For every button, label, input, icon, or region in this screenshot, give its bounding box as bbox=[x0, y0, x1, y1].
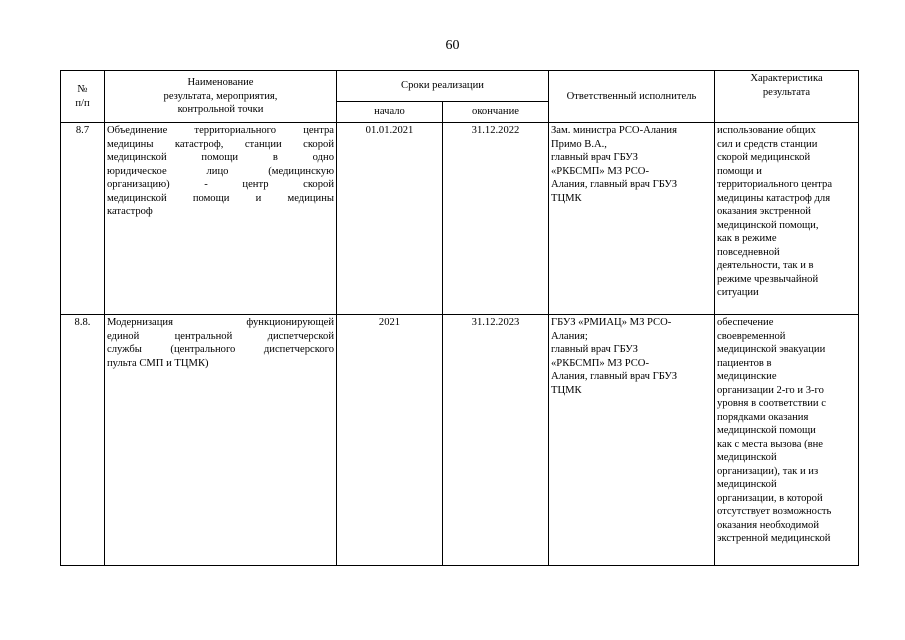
row-start-date: 2021 bbox=[337, 315, 443, 566]
header-number bbox=[61, 71, 105, 123]
row-name-line: Объединение территориального центра bbox=[107, 125, 334, 136]
row-start-date: 01.01.2021 bbox=[337, 123, 443, 315]
row-executor-line: главный врач ГБУЗ bbox=[551, 344, 638, 355]
row-result-line: помощи и bbox=[717, 165, 762, 177]
row-result-line: деятельности, так и в bbox=[717, 260, 814, 271]
row-result-line: организации 2-го и 3-го bbox=[717, 384, 824, 396]
row-name-line: организацию) - центр скорой bbox=[107, 179, 334, 190]
row-result-line: как с места вызова (вне bbox=[717, 438, 823, 450]
row-name-line: катастроф bbox=[107, 206, 153, 217]
row-executor-line: Алания, главный врач ГБУЗ bbox=[551, 179, 678, 190]
header-name-line: результата, мероприятия, bbox=[163, 90, 278, 102]
header-name-line: контрольной точки bbox=[177, 104, 264, 116]
row-executor-line: Зам. министра РСО-Алания bbox=[551, 125, 677, 136]
row-result-line: сил и средств станции bbox=[717, 138, 818, 150]
row-result-line: обеспечение bbox=[717, 317, 774, 328]
row-name-line: службы (центрального диспетчерского bbox=[107, 344, 334, 355]
row-result-line: пациентов в bbox=[717, 357, 772, 369]
row-name-line: Модернизация функционирующей bbox=[107, 317, 334, 328]
row-result-line: повседневной bbox=[717, 246, 780, 258]
row-result bbox=[715, 123, 859, 315]
row-executor-line: Алания, главный врач ГБУЗ bbox=[551, 371, 678, 382]
header-name-line: Наименование bbox=[187, 77, 254, 89]
row-executor-line: Примо В.А., bbox=[551, 138, 607, 150]
row-result-line: территориального центра bbox=[717, 179, 833, 190]
row-name bbox=[105, 315, 337, 566]
row-name-line: юридическое лицо (медицинскую bbox=[107, 165, 334, 177]
row-result-line: медицины катастроф для bbox=[717, 192, 831, 204]
row-executor bbox=[549, 123, 715, 315]
row-executor-line: ТЦМК bbox=[551, 192, 582, 204]
header-start: начало bbox=[337, 102, 443, 123]
row-result-line: медицинские bbox=[717, 371, 777, 382]
row-result-line: оказания экстренной bbox=[717, 206, 811, 217]
row-name-line: медицины катастроф, станции скорой bbox=[107, 138, 334, 150]
header-result-line: Характеристика bbox=[750, 73, 823, 84]
header-number-line: № bbox=[77, 84, 88, 95]
row-result-line: своевременной bbox=[717, 330, 786, 342]
row-result-line: медицинской bbox=[717, 479, 777, 490]
row-result-line: скорой медицинской bbox=[717, 152, 811, 163]
row-executor-line: «РКБСМП» МЗ РСО- bbox=[551, 357, 649, 369]
page-number: 60 bbox=[445, 38, 460, 53]
row-end-date: 31.12.2022 bbox=[443, 123, 549, 315]
row-result-line: уровня в соответствии с bbox=[717, 398, 826, 409]
row-executor-line: главный врач ГБУЗ bbox=[551, 152, 638, 163]
row-name-line: медицинской помощи и медицины bbox=[107, 192, 334, 204]
row-executor-line: «РКБСМП» МЗ РСО- bbox=[551, 165, 649, 177]
row-result-line: порядками оказания bbox=[717, 411, 809, 423]
header-result-line: результата bbox=[762, 86, 811, 98]
row-result-line: медицинской эвакуации bbox=[717, 344, 826, 355]
row-executor-line: ТЦМК bbox=[551, 384, 582, 396]
row-end-date: 31.12.2023 bbox=[443, 315, 549, 566]
row-result-line: медицинской помощи, bbox=[717, 219, 819, 231]
header-terms: Сроки реализации bbox=[337, 71, 549, 102]
row-result-line: медицинской bbox=[717, 452, 777, 463]
row-result-line: использование общих bbox=[717, 125, 816, 136]
row-name-line: единой центральной диспетчерской bbox=[107, 330, 334, 342]
row-name-line: медицинской помощи в одно bbox=[107, 152, 334, 163]
header-result bbox=[715, 71, 859, 123]
row-number: 8.7 bbox=[61, 123, 105, 315]
row-executor bbox=[549, 315, 715, 566]
row-result bbox=[715, 315, 859, 566]
header-number-line: п/п bbox=[75, 97, 90, 109]
row-result-line: экстренной медицинской bbox=[717, 533, 831, 544]
row-executor-line: Алания; bbox=[551, 330, 588, 342]
header-end: окончание bbox=[443, 102, 549, 123]
row-result-line: организации, в которой bbox=[717, 492, 823, 504]
header-executor: Ответственный исполнитель bbox=[549, 71, 715, 123]
table-header-row bbox=[61, 71, 859, 102]
row-result-line: режиме чрезвычайной bbox=[717, 273, 819, 285]
implementation-plan-table bbox=[60, 70, 859, 566]
row-result-line: как в режиме bbox=[717, 233, 777, 244]
row-name-line: пульта СМП и ТЦМК) bbox=[107, 357, 209, 369]
table-row bbox=[61, 315, 859, 566]
row-result-line: медицинской помощи bbox=[717, 425, 816, 436]
header-name bbox=[105, 71, 337, 123]
row-result-line: ситуации bbox=[717, 287, 759, 298]
row-executor-line: ГБУЗ «РМИАЦ» МЗ РСО- bbox=[551, 317, 672, 328]
row-result-line: отсутствует возможность bbox=[717, 506, 832, 517]
row-number: 8.8. bbox=[61, 315, 105, 566]
row-name bbox=[105, 123, 337, 315]
row-result-line: организации), так и из bbox=[717, 465, 819, 477]
row-result-line: оказания необходимой bbox=[717, 519, 820, 531]
table-row bbox=[61, 123, 859, 315]
